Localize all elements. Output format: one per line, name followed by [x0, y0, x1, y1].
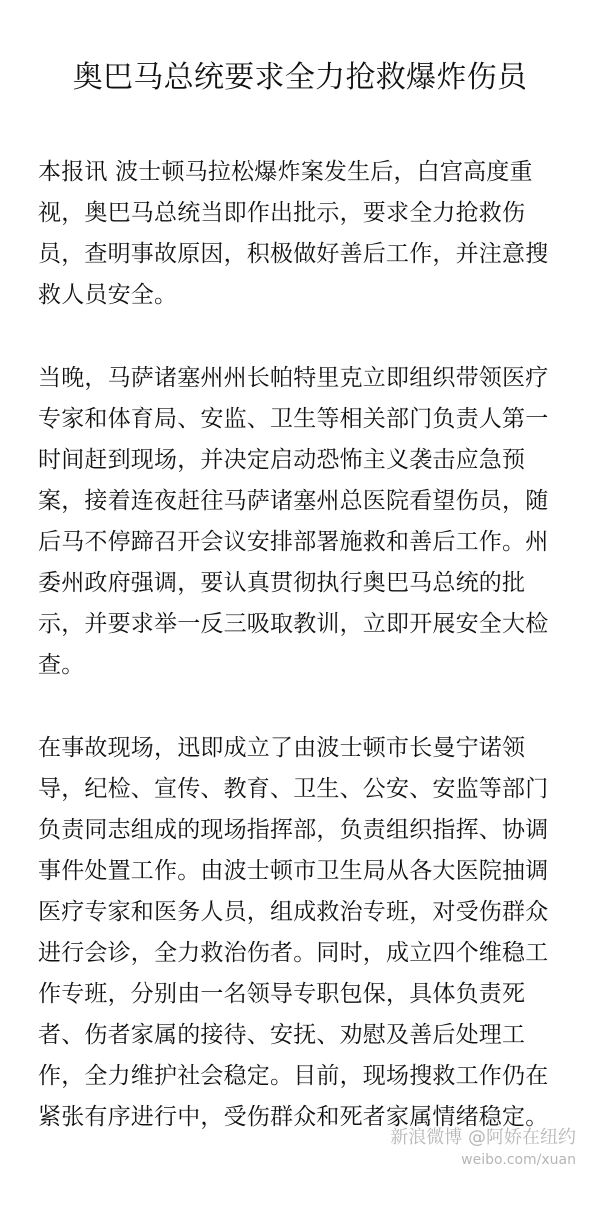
watermark-url: weibo.com/xuan	[461, 1152, 576, 1168]
weibo-watermark	[390, 1128, 576, 1170]
article-paragraph-2: 当晚，马萨诸塞州州长帕特里克立即组织带领医疗专家和体育局、安监、卫生等相关部门负责人第一时间赶到现场，并决定启动恐怖主义袭击应急预案，接着连夜赶往马萨诸塞州总医院看望伤员，随后马不停蹄召开会议安排部署施救和善后工作。州委州政府强调，要认真贯彻执行奥巴马总统的批示，并要求举一反三吸取教训，立即开展安全大检查。	[38, 365, 549, 678]
article-paragraph-1: 本报讯 波士顿马拉松爆炸案发生后，白宫高度重视，奥巴马总统当即作出批示，要求全力抢救伤员，查明事故原因，积极做好善后工作，并注意搜救人员安全。	[38, 159, 549, 308]
article-title: 奥巴马总统要求全力抢救爆炸伤员	[72, 60, 528, 95]
article-paragraph-3: 在事故现场，迅即成立了由波士顿市长曼宁诺领导，纪检、宣传、教育、卫生、公安、安监等部门负责同志组成的现场指挥部，负责组织指挥、协调事件处置工作。由波士顿市卫生局从各大医院抽调医疗专家和医务人员，组成救治专班，对受伤群众进行会诊，全力救治伤者。同时，成立四个维稳工作专班，分别由一名领导专职包保，具体负责死者、伤者家属的接待、安抚、劝慰及善后处理工作，全力维护社会稳定。目前，现场搜救工作仍在紧张有序进行中，受伤群众和死者家属情绪稳定。	[38, 735, 549, 1130]
watermark-handle: 新浪微博 @阿娇在纽约	[390, 1127, 576, 1148]
